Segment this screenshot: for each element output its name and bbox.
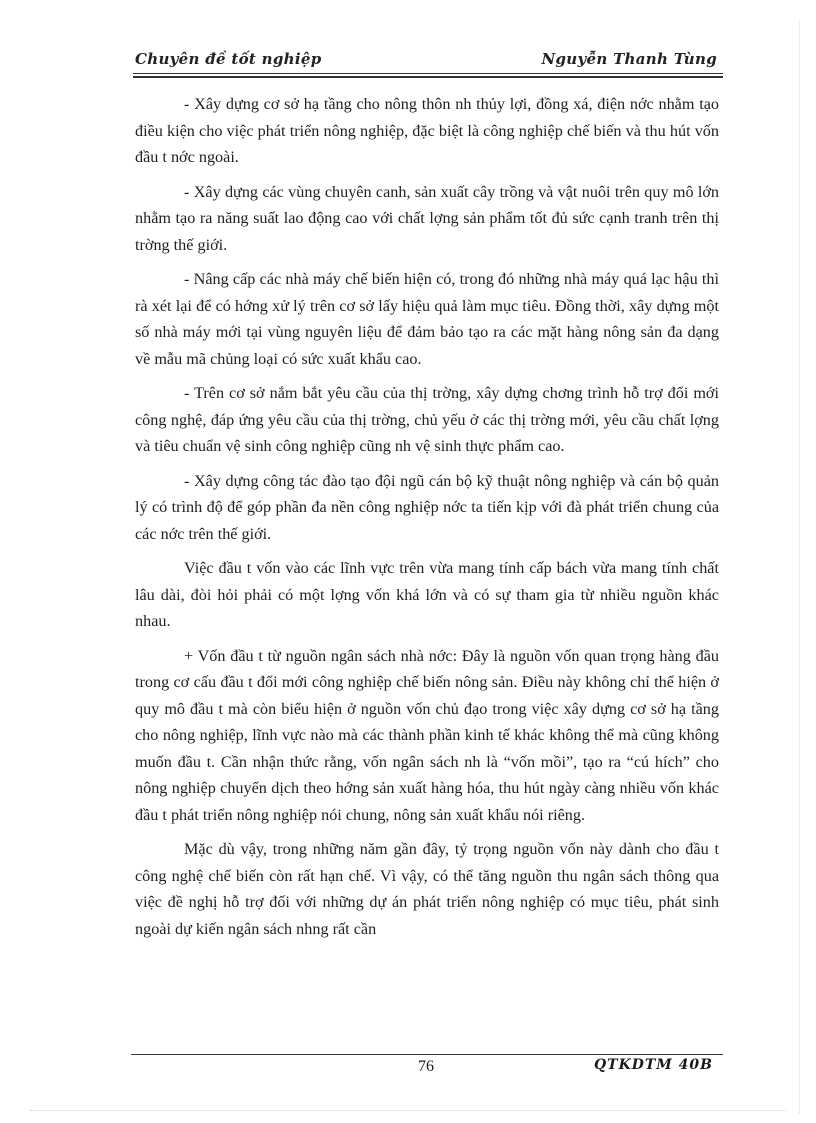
- page-number: 76: [418, 1058, 434, 1075]
- page-footer: [131, 1054, 723, 1084]
- paragraph: - Xây dựng các vùng chuyên canh, sản xuất cây trồng và vật nuôi trên quy mô lớn nhằm tạo ra năng suất lao động cao với chất lợng sản phẩm tốt đủ sức cạnh tranh trên thị trờng thế giới.: [135, 182, 719, 254]
- page-header: [133, 48, 723, 74]
- paragraph: Việc đầu t vốn vào các lĩnh vực trên vừa mang tính cấp bách vừa mang tính chất lâu dài, đòi hỏi phải có một lợng vốn khá lớn và có sự tham gia từ nhiều nguồn khác nhau.: [135, 559, 719, 630]
- header-title: Chuyên đề tốt nghiệp: [135, 50, 322, 68]
- paragraph: - Xây dựng công tác đào tạo đội ngũ cán bộ kỹ thuật nông nghiệp và cán bộ quản lý có trình độ để góp phần đa nền công nghiệp nớc ta tiến kịp với đà phát triển chung của các nớc trên thế giới.: [135, 471, 719, 543]
- header-rule-thick: [133, 76, 723, 78]
- footer-class-code: QTKDTM 40B: [593, 1057, 713, 1073]
- header-rule: [133, 73, 723, 74]
- paragraph: - Nâng cấp các nhà máy chế biến hiện có, trong đó những nhà máy quá lạc hậu thì rà xét lại để có hớng xử lý trên cơ sở lấy hiệu quả làm mục tiêu. Đồng thời, xây dựng một số nhà máy mới tại vùng nguyên liệu để đảm bảo tạo ra các mặt hàng nông sản đa dạng về mẫu mã chủng loại có sức xuất khẩu cao.: [135, 270, 719, 368]
- paragraph: - Trên cơ sở nắm bắt yêu cầu của thị trờng, xây dựng chơng trình hỗ trợ đổi mới công nghệ, đáp ứng yêu cầu của thị trờng, chủ yếu ở các thị trờng mới, yêu cầu chất lợng và tiêu chuẩn vệ sinh công nghiệp cũng nh vệ sinh thực phẩm cao.: [135, 384, 719, 455]
- paragraph: Mặc dù vậy, trong những năm gần đây, tỷ trọng nguồn vốn này dành cho đầu t công nghệ chế biến còn rất hạn chế. Vì vậy, có thể tăng nguồn thu ngân sách thông qua việc đề nghị hỗ trợ đối với những dự án phát triển nông nghiệp có mục tiêu, phát sinh ngoài dự kiến ngân sách nhng rất cần: [135, 840, 719, 938]
- header-author: Nguyễn Thanh Tùng: [541, 50, 717, 68]
- right-dotted-border: [799, 20, 800, 1113]
- footer-rule: [131, 1054, 723, 1055]
- paragraph: + Vốn đầu t từ nguồn ngân sách nhà nớc: Đây là nguồn vốn quan trọng hàng đầu trong cơ cấu đầu t đổi mới công nghiệp chế biến nông sản. Điều này không chỉ thể hiện ở quy mô đầu t mà còn biểu hiện ở nguồn vốn chủ đạo trong việc xây dựng cơ sở hạ tầng cho nông nghiệp, lĩnh vực nào mà các thành phần kinh tế khác không thể mà cũng không muốn đầu t. Cần nhận thức rằng, vốn ngân sách nh là “vốn mồi”, tạo ra “cú hích” cho nông nghiệp chuyển dịch theo hớng sản xuất hàng hóa, thu hút ngày càng nhiều vốn khác đầu t phát triển nông nghiệp nói chung, nông sản xuất khẩu nói riêng.: [135, 646, 719, 824]
- bottom-dotted-border: [30, 1110, 786, 1111]
- page-body: [135, 91, 719, 950]
- paragraph: - Xây dựng cơ sở hạ tầng cho nông thôn nh thủy lợi, đồng xá, điện nớc nhằm tạo điều kiện cho việc phát triển nông nghiệp, đặc biệt là công nghiệp chế biến và thu hút vốn đầu t nớc ngoài.: [135, 95, 719, 166]
